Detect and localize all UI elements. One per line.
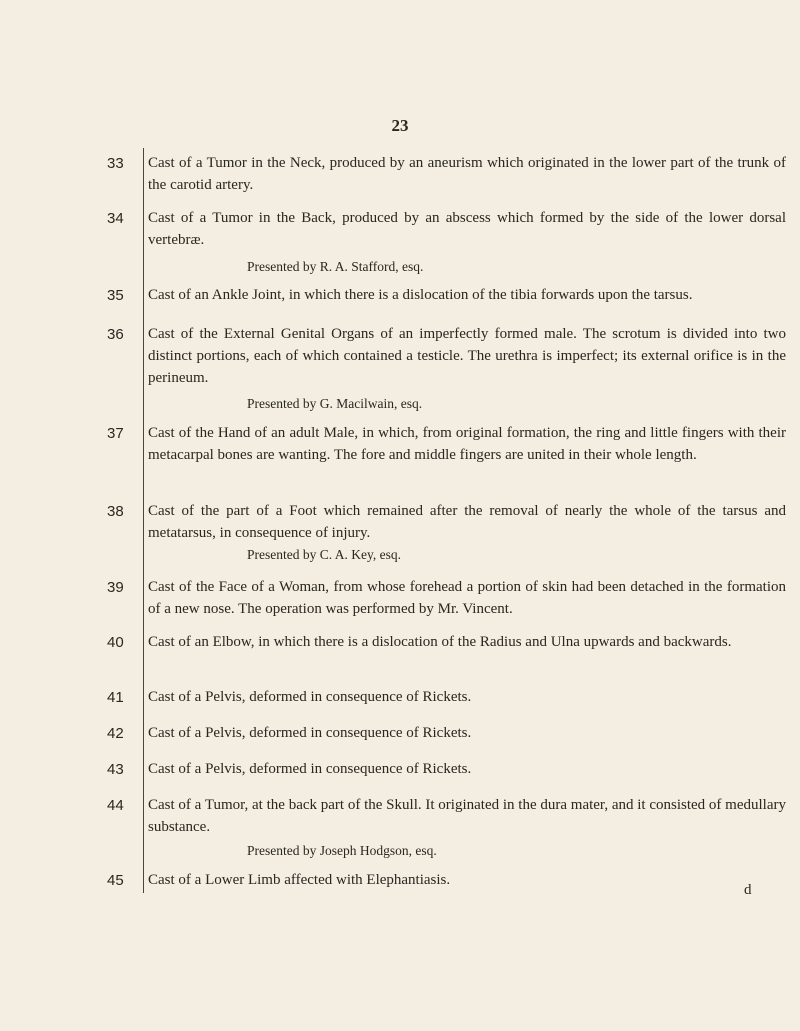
entry-number: 39 xyxy=(107,579,124,596)
entry-description: Cast of the part of a Foot which remained after the removal of nearly the whole of the tarsus and metatarsus, in consequence of injury. xyxy=(148,503,786,541)
entry-description: Cast of a Pelvis, deformed in consequence of Rickets. xyxy=(148,761,472,777)
donor-credit: Presented by C. A. Key, esq. xyxy=(247,547,401,562)
entry-number: 43 xyxy=(107,761,124,778)
entry-number: 35 xyxy=(107,287,124,304)
column-rule xyxy=(143,148,144,893)
donor-credit: Presented by G. Macilwain, esq. xyxy=(247,396,423,411)
entry-description: Cast of the Hand of an adult Male, in which, from original formation, the ring and little fingers with their metacarpal bones are wanting. The fore and middle fingers are united in their whole length. xyxy=(148,425,786,463)
entry-number: 37 xyxy=(107,425,124,442)
entry-number: 42 xyxy=(107,725,124,742)
entry-number: 41 xyxy=(107,689,124,706)
entry-description: Cast of the Face of a Woman, from whose forehead a portion of skin had been detached in the formation of a new nose. The operation was performed by Mr. Vincent. xyxy=(148,579,786,617)
entry-description: Cast of a Pelvis, deformed in consequence of Rickets. xyxy=(148,689,472,705)
entry-description: Cast of a Tumor, at the back part of the Skull. It originated in the dura mater, and it consisted of medullary substance. xyxy=(148,797,786,835)
signature-mark: d xyxy=(744,882,752,898)
entry-number: 36 xyxy=(107,326,124,343)
entry-description: Cast of an Elbow, in which there is a dislocation of the Radius and Ulna upwards and backwards. xyxy=(148,634,732,650)
entry-number: 38 xyxy=(107,503,124,520)
donor-credit: Presented by Joseph Hodgson, esq. xyxy=(247,843,437,858)
entry-description: Cast of an Ankle Joint, in which there is a dislocation of the tibia forwards upon the tarsus. xyxy=(148,287,693,303)
donor-credit: Presented by R. A. Stafford, esq. xyxy=(247,259,424,274)
entry-description: Cast of a Tumor in the Neck, produced by an aneurism which originated in the lower part of the trunk of the carotid artery. xyxy=(148,155,786,193)
entry-description: Cast of a Pelvis, deformed in consequence of Rickets. xyxy=(148,725,472,741)
entry-number: 45 xyxy=(107,872,124,889)
entry-number: 40 xyxy=(107,634,124,651)
entry-description: Cast of a Lower Limb affected with Elephantiasis. xyxy=(148,872,451,888)
entry-description: Cast of a Tumor in the Back, produced by an abscess which formed by the side of the lower dorsal vertebræ. xyxy=(148,210,786,248)
entry-description: Cast of the External Genital Organs of an imperfectly formed male. The scrotum is divided into two distinct portions, each of which contained a testicle. The urethra is imperfect; its external orifice is in the perineum. xyxy=(148,326,786,386)
entry-number: 34 xyxy=(107,210,124,227)
entry-number: 44 xyxy=(107,797,124,814)
page-number: 23 xyxy=(391,116,409,135)
entry-number: 33 xyxy=(107,155,124,172)
